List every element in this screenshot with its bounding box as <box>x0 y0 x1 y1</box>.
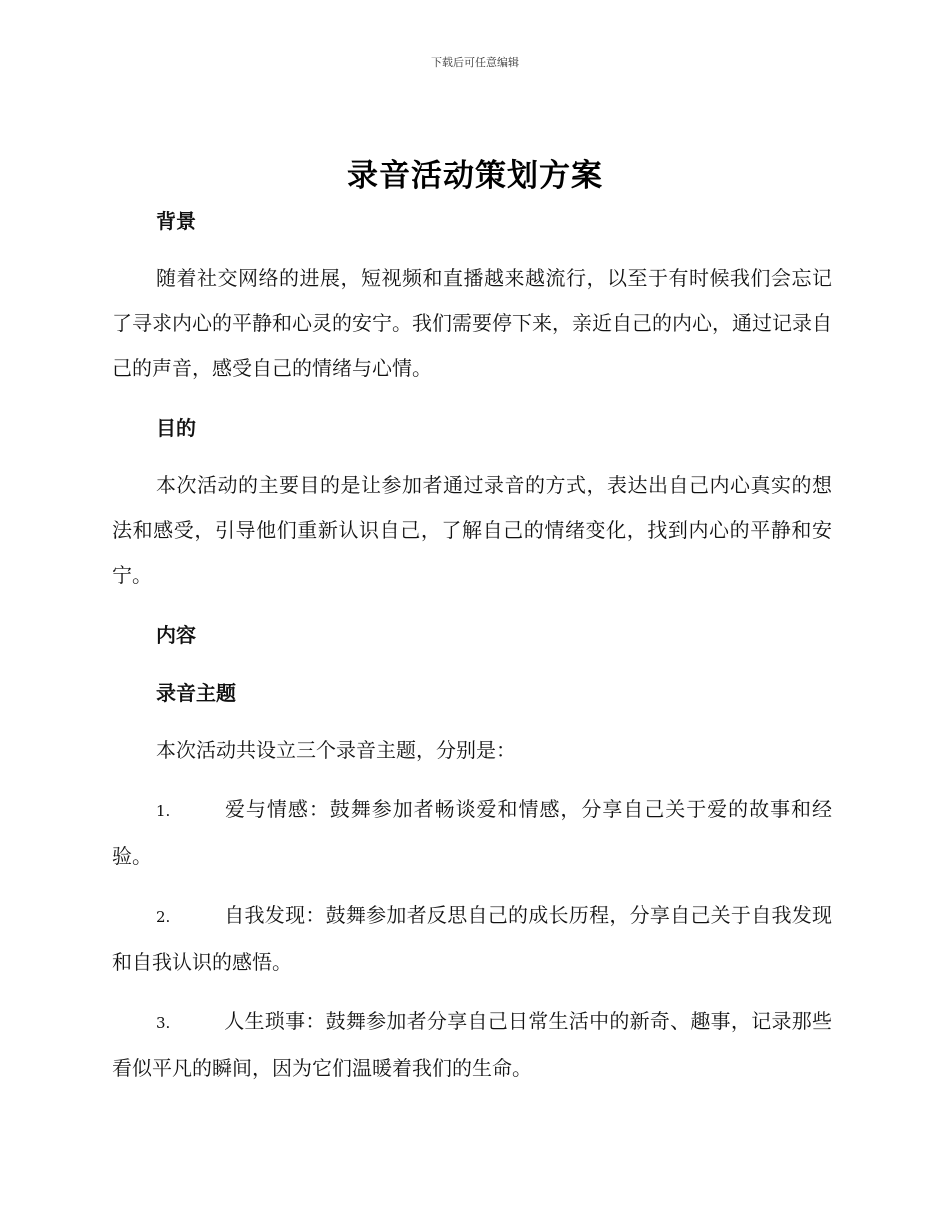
purpose-paragraph: 本次活动的主要目的是让参加者通过录音的方式，表达出自己内心真实的想法和感受，引导他们重新认识自己，了解自己的情绪变化，找到内心的平静和安宁。 <box>112 473 832 587</box>
list-item-text: 爱与情感：鼓舞参加者畅谈爱和情感，分享自己关于爱的故事和经验。 <box>112 797 832 868</box>
background-paragraph: 随着社交网络的进展，短视频和直播越来越流行，以至于有时候我们会忘记了寻求内心的平静和心灵的安宁。我们需要停下来，亲近自己的内心，通过记录自己的声音，感受自己的情绪与心情。 <box>112 266 832 380</box>
themes-intro: 本次活动共设立三个录音主题，分别是： <box>156 738 516 762</box>
list-item-text: 人生琐事：鼓舞参加者分享自己日常生活中的新奇、趣事，记录那些看似平凡的瞬间，因为它们温暖着我们的生命。 <box>112 1009 832 1080</box>
subheading-recording-themes: 录音主题 <box>156 681 236 705</box>
list-item <box>112 893 832 985</box>
list-item <box>112 999 832 1091</box>
list-item-number: 2. <box>156 908 171 926</box>
list-item-text: 自我发现：鼓舞参加者反思自己的成长历程，分享自己关于自我发现和自我认识的感悟。 <box>112 903 832 974</box>
list-item-number: 3. <box>156 1014 171 1032</box>
page-title: 录音活动策划方案 <box>347 158 603 194</box>
section-heading-background: 背景 <box>156 209 196 233</box>
section-heading-content: 内容 <box>156 623 196 647</box>
list-item <box>112 787 832 879</box>
list-item-number: 1. <box>156 802 171 820</box>
document-body <box>112 198 832 1091</box>
section-heading-purpose: 目的 <box>156 416 196 440</box>
page-header-note: 下载后可任意编辑 <box>431 56 519 69</box>
